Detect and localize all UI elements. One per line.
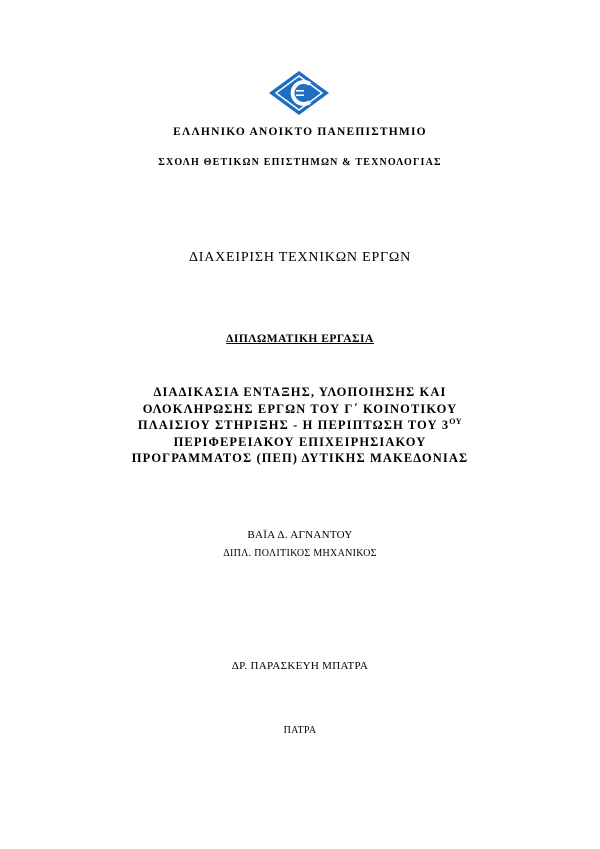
title-line: ΔΙΑΔΙΚΑΣΙΑ ΕΝΤΑΞΗΣ, ΥΛΟΠΟΙΗΣΗΣ ΚΑΙ [153,385,447,399]
supervisor-name: ΔΡ. ΠΑΡΑΣΚΕΥΗ ΜΠΑΤΡΑ [231,660,369,672]
city-name: ΠΑΤΡΑ [283,725,317,736]
document-type: ΔΙΠΛΩΜΑΤΙΚΗ ΕΡΓΑΣΙΑ [226,333,374,345]
title-line: ΟΛΟΚΛΗΡΩΣΗΣ ΕΡΓΩΝ ΤΟΥ Γ΄ ΚΟΙΝΟΤΙΚΟΥ [142,401,458,416]
program-name: ΔΙΑΧΕΙΡΙΣΗ ΤΕΧΝΙΚΩΝ ΕΡΓΩΝ [188,250,412,265]
title-superscript: ΟΥ [449,416,463,426]
title-line: ΠΕΡΙΦΕΡΕΙΑΚΟΥ ΕΠΙΧΕΙΡΗΣΙΑΚΟΥ [173,434,427,449]
thesis-title [0,384,600,467]
title-line: ΠΡΟΓΡΑΜΜΑΤΟΣ (ΠΕΠ) ΔΥΤΙΚΗΣ ΜΑΚΕΔΟΝΙΑΣ [131,451,469,465]
title-line [0,417,600,434]
university-logo-icon [268,70,330,116]
university-name: ΕΛΛΗΝΙΚΟ ΑΝΟΙΚΤΟ ΠΑΝΕΠΙΣΤΗΜΙΟ [173,126,427,138]
school-name: ΣΧΟΛΗ ΘΕΤΙΚΩΝ ΕΠΙΣΤΗΜΩΝ & ΤΕΧΝΟΛΟΓΙΑΣ [158,157,442,168]
author-degree: ΔΙΠΛ. ΠΟΛΙΤΙΚΟΣ ΜΗΧΑΝΙΚΟΣ [223,548,377,559]
author-name: ΒΑΪΑ Δ. ΑΓΝΑΝΤΟΥ [247,529,353,541]
title-line-text: ΠΛΑΙΣΙΟΥ ΣΤΗΡΙΞΗΣ - Η ΠΕΡΙΠΤΩΣΗ ΤΟΥ 3 [137,418,450,432]
